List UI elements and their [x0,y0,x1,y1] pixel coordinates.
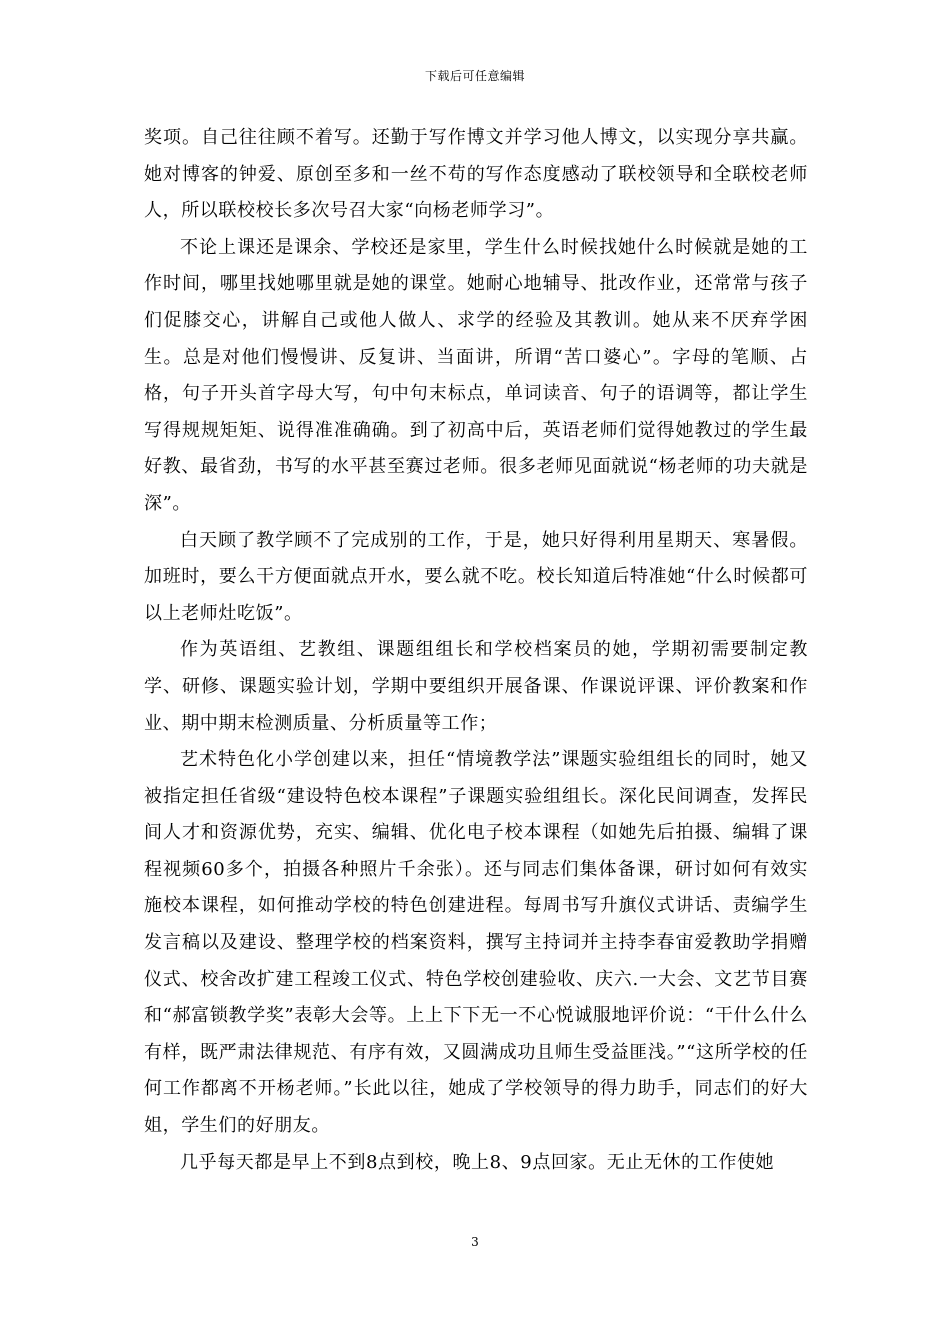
paragraph-1: 奖项。自己往往顾不着写。还勤于写作博文并学习他人博文，以实现分享共赢。她对博客的钟爱、原创至多和一丝不苟的写作态度感动了联校领导和全联校老师人，所以联校校长多次号召大家“向杨老师学习”。 [144,127,808,222]
paragraph-3: 白天顾了教学顾不了完成别的工作，于是，她只好得利用星期天、寒暑假。加班时，要么干方便面就点开水，要么就不吃。校长知道后特准她“什么时候都可以上老师灶吃饭”。 [144,529,808,624]
page-number: 3 [471,1235,479,1249]
page-header: 下载后可任意编辑 [424,69,525,83]
paragraph-2: 不论上课还是课余、学校还是家里，学生什么时候找她什么时候就是她的工作时间，哪里找她哪里就是她的课堂。她耐心地辅导、批改作业，还常常与孩子们促膝交心，讲解自己或他人做人、求学的经验及其教训。她从来不厌弃学困生。总是对他们慢慢讲、反复讲、当面讲，所谓“苦口婆心”。字母的笔顺、占格，句子开头首字母大写，句中句末标点，单词读音、句子的语调等，都让学生写得规规矩矩、说得准准确确。到了初高中后，英语老师们觉得她教过的学生最好教、最省劲，书写的水平甚至赛过老师。很多老师见面就说“杨老师的功夫就是深”。 [144,236,808,514]
paragraph-5: 艺术特色化小学创建以来，担任“情境教学法”课题实验组组长的同时，她又被指定担任省级“建设特色校本课程”子课题实验组组长。深化民间调查，发挥民间人才和资源优势，充实、编辑、优化电子校本课程（如她先后拍摄、编辑了课程视频60多个，拍摄各种照片千余张）。还与同志们集体备课，研讨如何有效实施校本课程，如何推动学校的特色创建进程。每周书写升旗仪式讲话、责编学生发言稿以及建设、整理学校的档案资料，撰写主持词并主持李春宙爱教助学捐赠仪式、校舍改扩建工程竣工仪式、特色学校创建验收、庆六.一大会、文艺节目赛和“郝富锁教学奖”表彰大会等。上上下下无一不心悦诚服地评价说：“干什么什么有样，既严肃法律规范、有序有效，又圆满成功且师生受益匪浅。”“这所学校的任何工作都离不开杨老师。”长此以往，她成了学校领导的得力助手，同志们的好大姐，学生们的好朋友。 [144,749,808,1137]
paragraph-6: 几乎每天都是早上不到8点到校，晚上8、9点回家。无止无休的工作使她 [180,1151,775,1173]
document-body [144,120,808,1181]
paragraph-4: 作为英语组、艺教组、课题组组长和学校档案员的她，学期初需要制定教学、研修、课题实验计划，学期中要组织开展备课、作课说评课、评价教案和作业、期中期末检测质量、分析质量等工作； [144,639,808,734]
